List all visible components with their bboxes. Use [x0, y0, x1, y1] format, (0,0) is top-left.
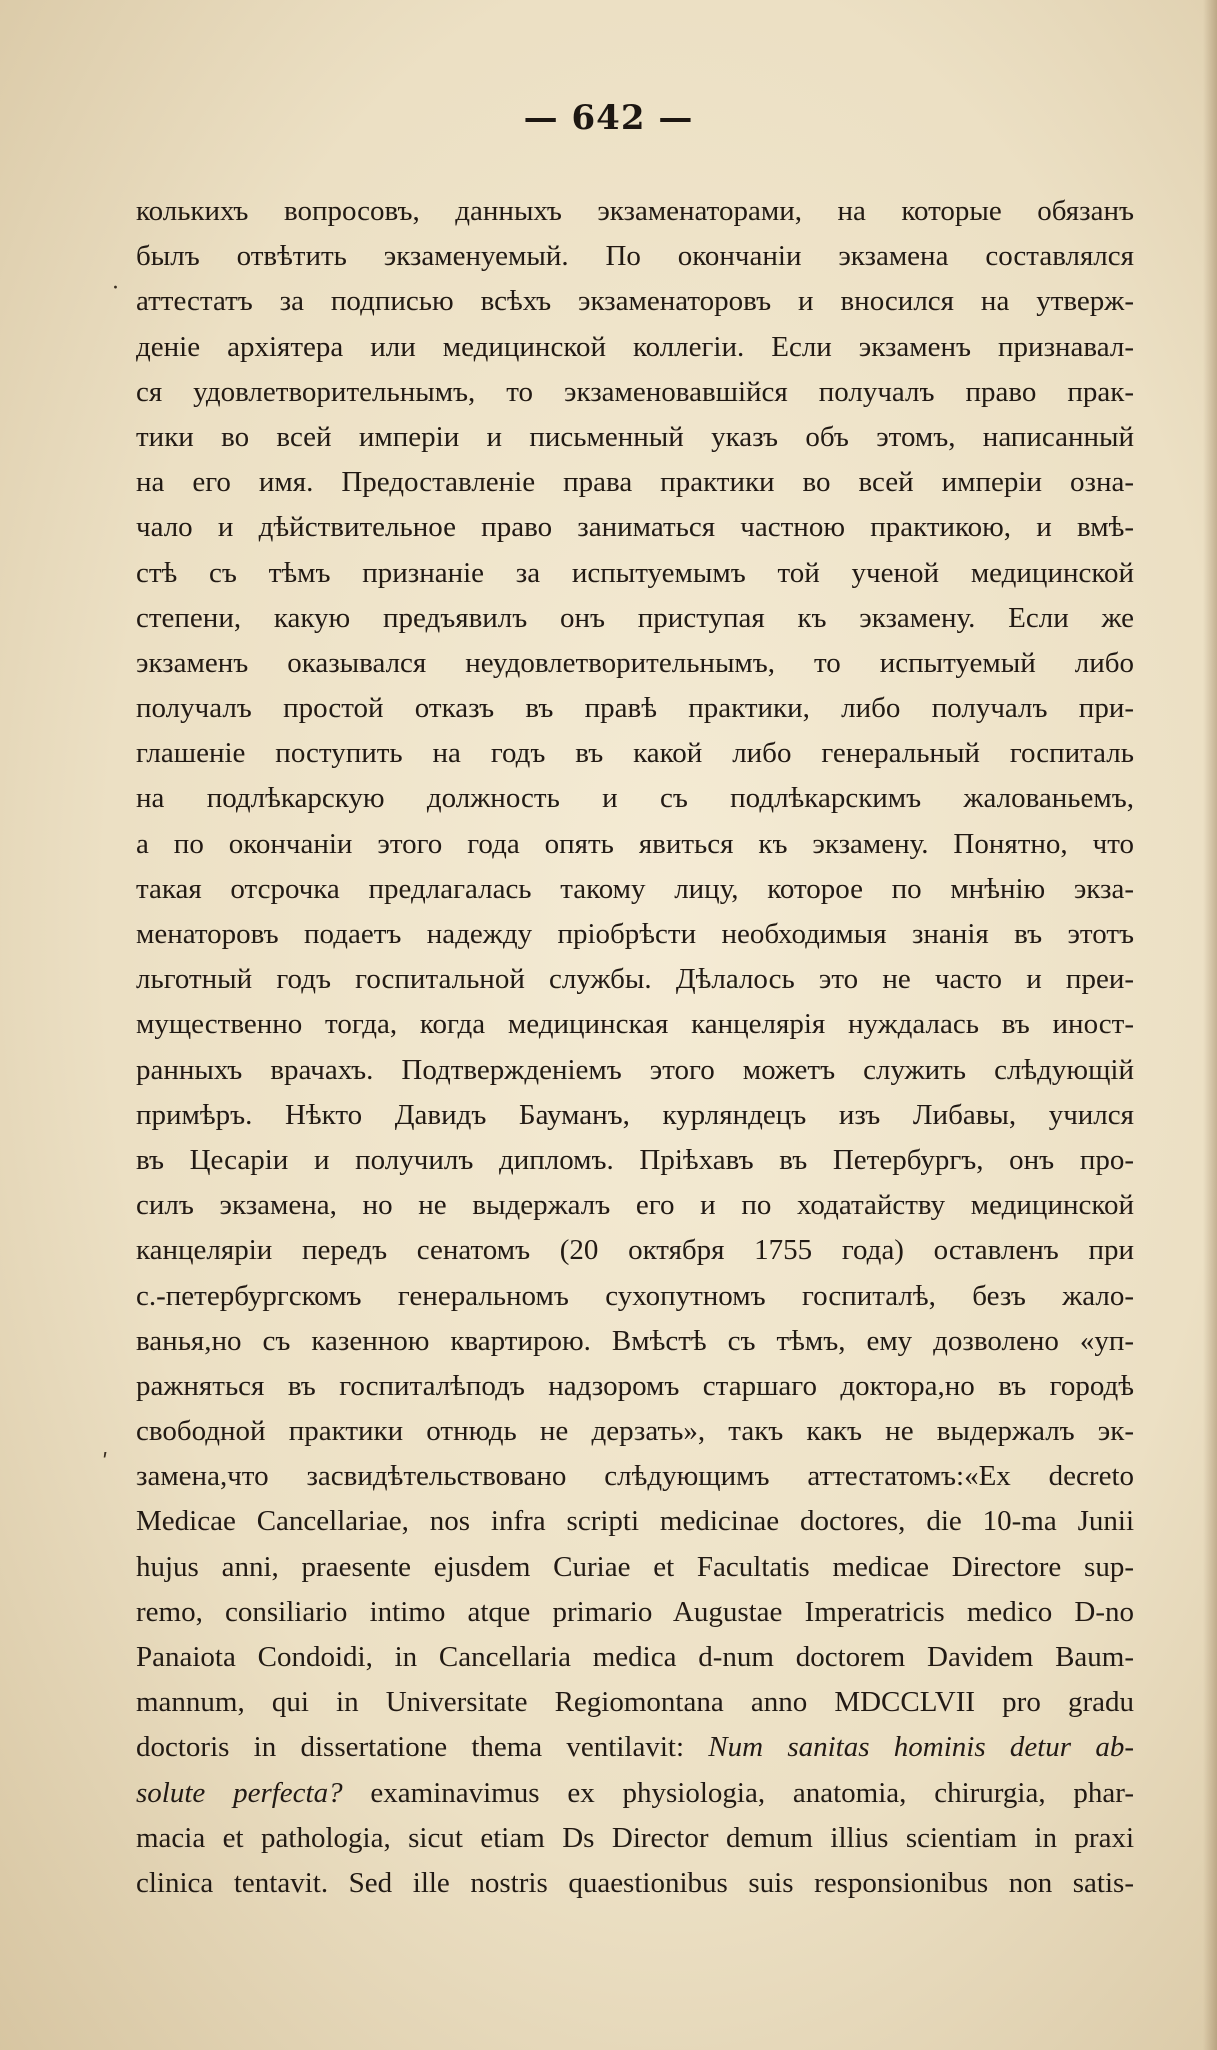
text-line: а по окончаніи этого года опять явиться къ экзамену. Понятно, что [136, 827, 1134, 860]
text-line: аттестатъ за подписью всѣхъ экзаменаторовъ и вносился на утверж- [136, 285, 1134, 318]
text-line: на подлѣкарскую должность и съ подлѣкарскимъ жалованьемъ, [136, 782, 1134, 815]
body-text [136, 189, 1134, 1906]
text-line: деніе архіятера или медицинской коллегіи. Если экзаменъ признавал- [136, 330, 1134, 363]
text-line: свободной практики отнюдь не дерзать», такъ какъ не выдержалъ эк- [136, 1415, 1134, 1448]
text-line: замена,что засвидѣтельствовано слѣдующимъ аттестатомъ:«Ex decreto [136, 1460, 1134, 1493]
text-line: менаторовъ подаетъ надежду пріобрѣсти необходимыя знанія въ этотъ [136, 918, 1134, 950]
text-line: примѣръ. Нѣкто Давидъ Бауманъ, курляндецъ изъ Либавы, учился [136, 1098, 1134, 1131]
text-line: экзаменъ оказывался неудовлетворительнымъ, то испытуемый либо [136, 646, 1134, 679]
text-line: такая отсрочка предлагалась такому лицу, которое по мнѣнію экза- [136, 872, 1134, 905]
italic-phrase: Num sanitas hominis detur ab- [708, 1731, 1134, 1764]
text-line: степени, какую предъявилъ онъ приступая къ экзамену. Если же [136, 601, 1134, 634]
text-line: чало и дѣйствительное право заниматься частною практикою, и вмѣ- [136, 511, 1134, 544]
text-line: въ Цесаріи и получилъ дипломъ. Пріѣхавъ въ Петербургъ, онъ про- [136, 1143, 1134, 1176]
text-line: на его имя. Предоставленіе права практики во всей имперіи озна- [136, 466, 1134, 499]
margin-mark-bottom: ʹ [102, 1451, 109, 1476]
text-line: ранныхъ врачахъ. Подтвержденіемъ этого можетъ служить слѣдующій [136, 1053, 1134, 1086]
text-line: с.-петербургскомъ генеральномъ сухопутномъ госпиталѣ, безъ жало- [136, 1279, 1134, 1312]
text-line-part: examinavimus ex physiologia, anatomia, chirurgia, phar- [342, 1776, 1134, 1809]
text-line: mannum, qui in Universitate Regiomontana anno MDCCLVII pro gradu [136, 1686, 1134, 1719]
text-line: канцеляріи передъ сенатомъ (20 октября 1755 года) оставленъ при [136, 1234, 1134, 1267]
text-line: remo, consiliario intimo atque primario Augustae Imperatricis medico D-no [136, 1595, 1134, 1628]
text-line: hujus anni, praesente ejusdem Curiae et Facultatis medicae Directore sup- [136, 1550, 1134, 1583]
text-line: былъ отвѣтить экзаменуемый. По окончаніи экзамена составлялся [136, 240, 1134, 273]
text-line: мущественно тогда, когда медицинская канцелярія нуждалась въ иност- [136, 1008, 1134, 1041]
italic-phrase-continued: solute perfecta? [136, 1776, 343, 1809]
text-line: льготный годъ госпитальной службы. Дѣлалось это не часто и преи- [136, 963, 1134, 996]
text-line: macia et pathologia, sicut etiam Ds Director demum illius scientiam in praxi [136, 1821, 1134, 1854]
text-line: глашеніе поступить на годъ въ какой либо генеральный госпиталь [136, 737, 1134, 770]
text-line: Panaiota Condoidi, in Cancellaria medica d-num doctorem Davidem Baum- [136, 1641, 1134, 1673]
text-line: ванья,но съ казенною квартирою. Вмѣстѣ съ тѣмъ, ему дозволено «уп- [136, 1324, 1134, 1357]
text-line: ся удовлетворительнымъ, то экзаменовавшійся получалъ право прак- [136, 375, 1134, 408]
text-line: стѣ съ тѣмъ признаніе за испытуемымъ той ученой медицинской [136, 556, 1134, 589]
text-line [136, 1771, 1134, 1816]
text-line: clinica tentavit. Sed ille nostris quaestionibus suis responsionibus non satis- [136, 1866, 1134, 1899]
text-line-with-italic [136, 1725, 1134, 1770]
text-line: получалъ простой отказъ въ правѣ практики, либо получалъ при- [136, 692, 1134, 725]
text-line: силъ экзамена, но не выдержалъ его и по ходатайству медицинской [136, 1189, 1134, 1222]
page-number: — 642 — [523, 98, 694, 138]
text-line: колькихъ вопросовъ, данныхъ экзаменаторами, на которые обязанъ [136, 195, 1134, 227]
text-line-part: doctoris in dissertatione thema ventilavit: [136, 1731, 685, 1764]
text-line: ражняться въ госпиталѣподъ надзоромъ старшаго доктора,но въ городѣ [136, 1369, 1134, 1402]
margin-mark-top: · [112, 276, 119, 301]
text-line: Medicae Cancellariae, nos infra scripti medicinae doctores, die 10-ma Junii [136, 1505, 1134, 1538]
text-line: тики во всей имперіи и письменный указъ объ этомъ, написанный [136, 420, 1134, 453]
